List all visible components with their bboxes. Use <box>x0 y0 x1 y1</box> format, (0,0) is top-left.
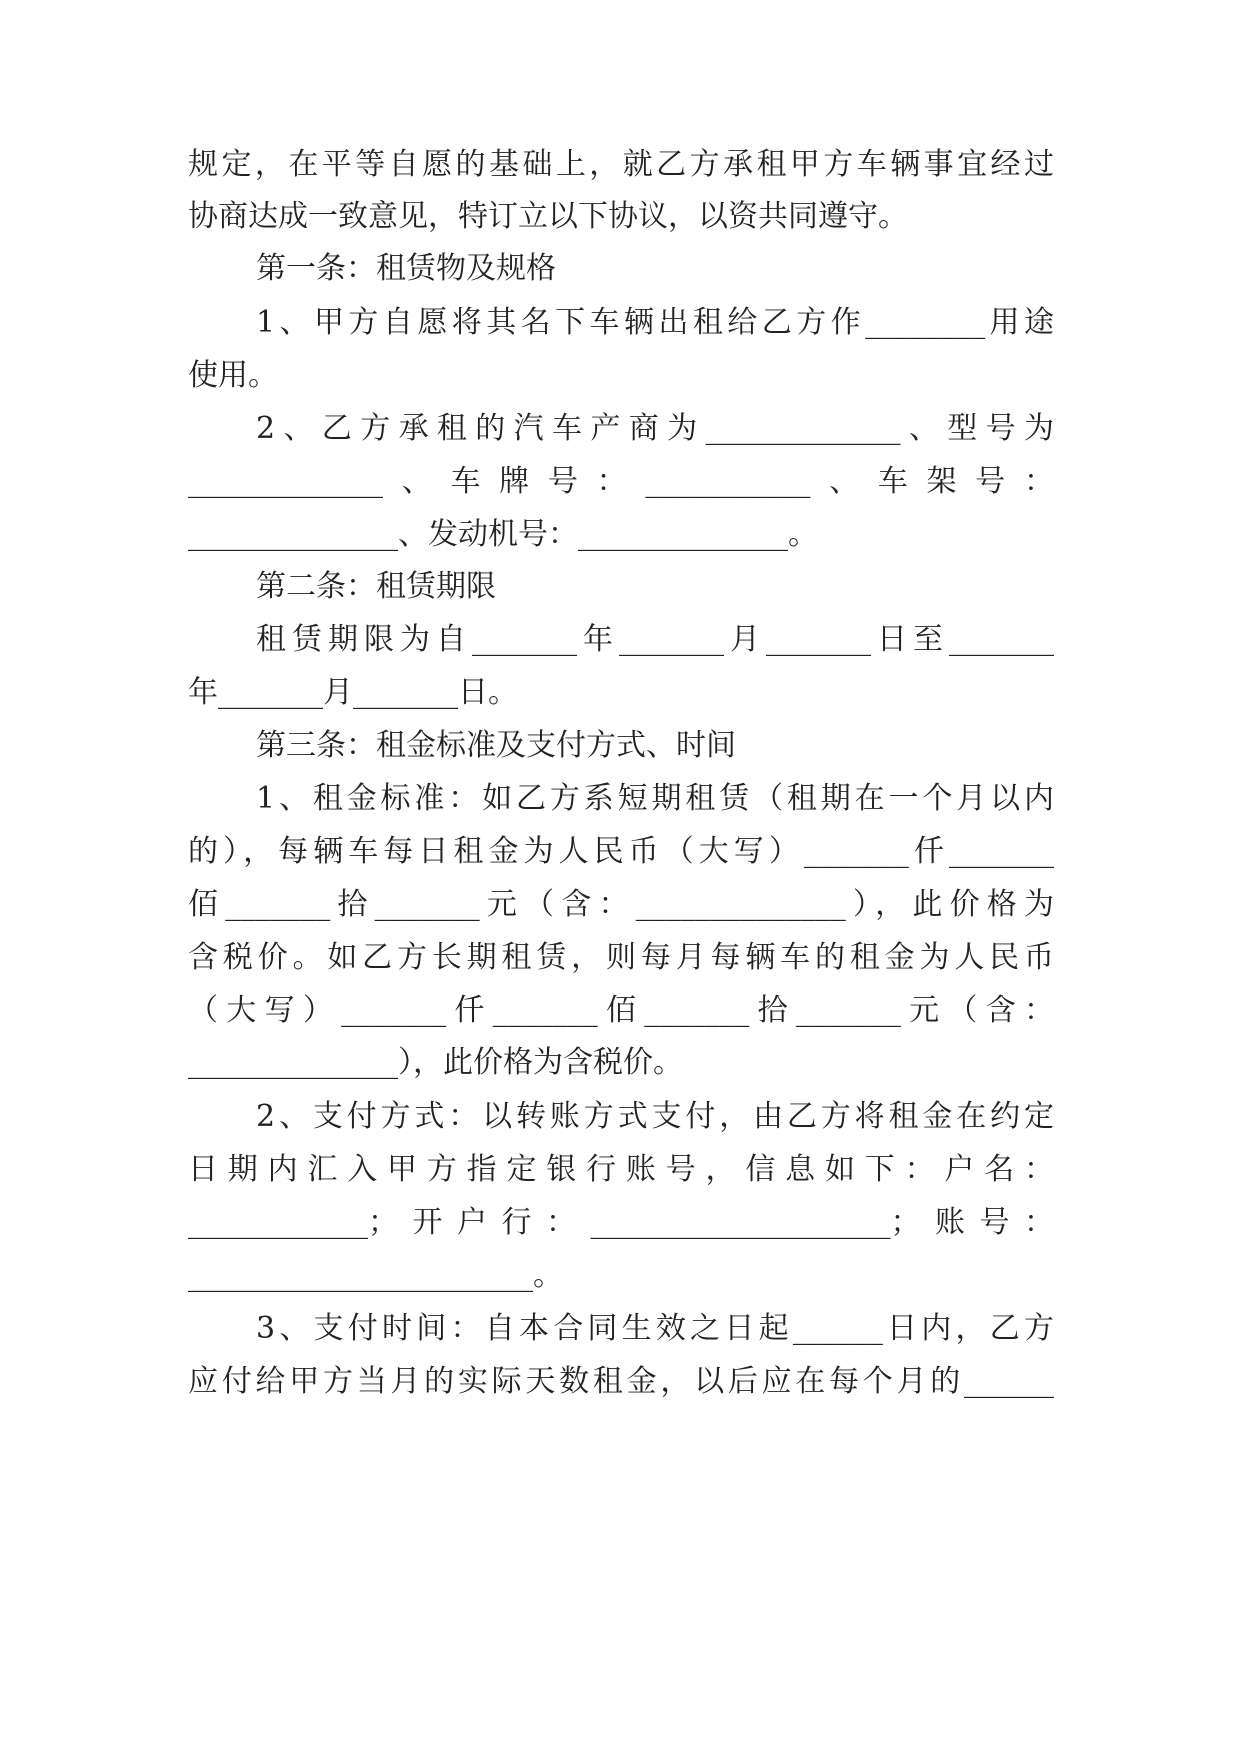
paragraph-line: 协商达成一致意见，特订立以下协议，以资共同遵守。 <box>188 199 908 234</box>
paragraph-line: （大写）_______仟_______佰_______拾_______元（含： <box>188 993 1054 1028</box>
paragraph-line: 含税价。如乙方长期租赁，则每月每辆车的租金为人民币 <box>188 940 1054 975</box>
paragraph-line: 1、甲方自愿将其名下车辆出租给乙方作________用途 <box>256 305 1054 340</box>
paragraph-line: 日期内汇入甲方指定银行账号，信息如下：户名： <box>188 1152 1054 1187</box>
paragraph-line: 佰_______拾_______元（含：______________），此价格为 <box>188 887 1054 922</box>
paragraph-line: 2、乙方承租的汽车产商为_____________、型号为 <box>256 411 1054 446</box>
article-heading: 第一条：租赁物及规格 <box>256 251 556 286</box>
paragraph-line: _______________________。 <box>188 1258 563 1293</box>
article-heading: 第二条：租赁期限 <box>256 569 496 604</box>
paragraph-line: 的），每辆车每日租金为人民币（大写）_______仟_______ <box>188 834 1054 869</box>
paragraph-line: _____________、车牌号：___________、车架号： <box>188 464 1054 499</box>
paragraph-line: 年_______月_______日。 <box>188 675 518 710</box>
article-heading: 第三条：租金标准及支付方式、时间 <box>256 728 736 763</box>
paragraph-line: 租赁期限为自_______年_______月_______日至_______ <box>256 622 1054 657</box>
paragraph-line: 规定，在平等自愿的基础上，就乙方承租甲方车辆事宜经过 <box>188 147 1054 182</box>
paragraph-line: ____________；开户行：____________________；账号： <box>188 1205 1054 1240</box>
paragraph-line: 应付给甲方当月的实际天数租金，以后应在每个月的______ <box>188 1364 1054 1399</box>
paragraph-line: ______________），此价格为含税价。 <box>188 1045 683 1080</box>
paragraph-line: 使用。 <box>188 358 278 393</box>
paragraph-line: 3、支付时间：自本合同生效之日起______日内，乙方 <box>256 1311 1054 1346</box>
paragraph-line: 1、租金标准：如乙方系短期租赁（租期在一个月以内 <box>256 781 1054 816</box>
paragraph-line: 2、支付方式：以转账方式支付，由乙方将租金在约定 <box>256 1099 1054 1134</box>
paragraph-line: ______________、发动机号：______________。 <box>188 517 818 552</box>
